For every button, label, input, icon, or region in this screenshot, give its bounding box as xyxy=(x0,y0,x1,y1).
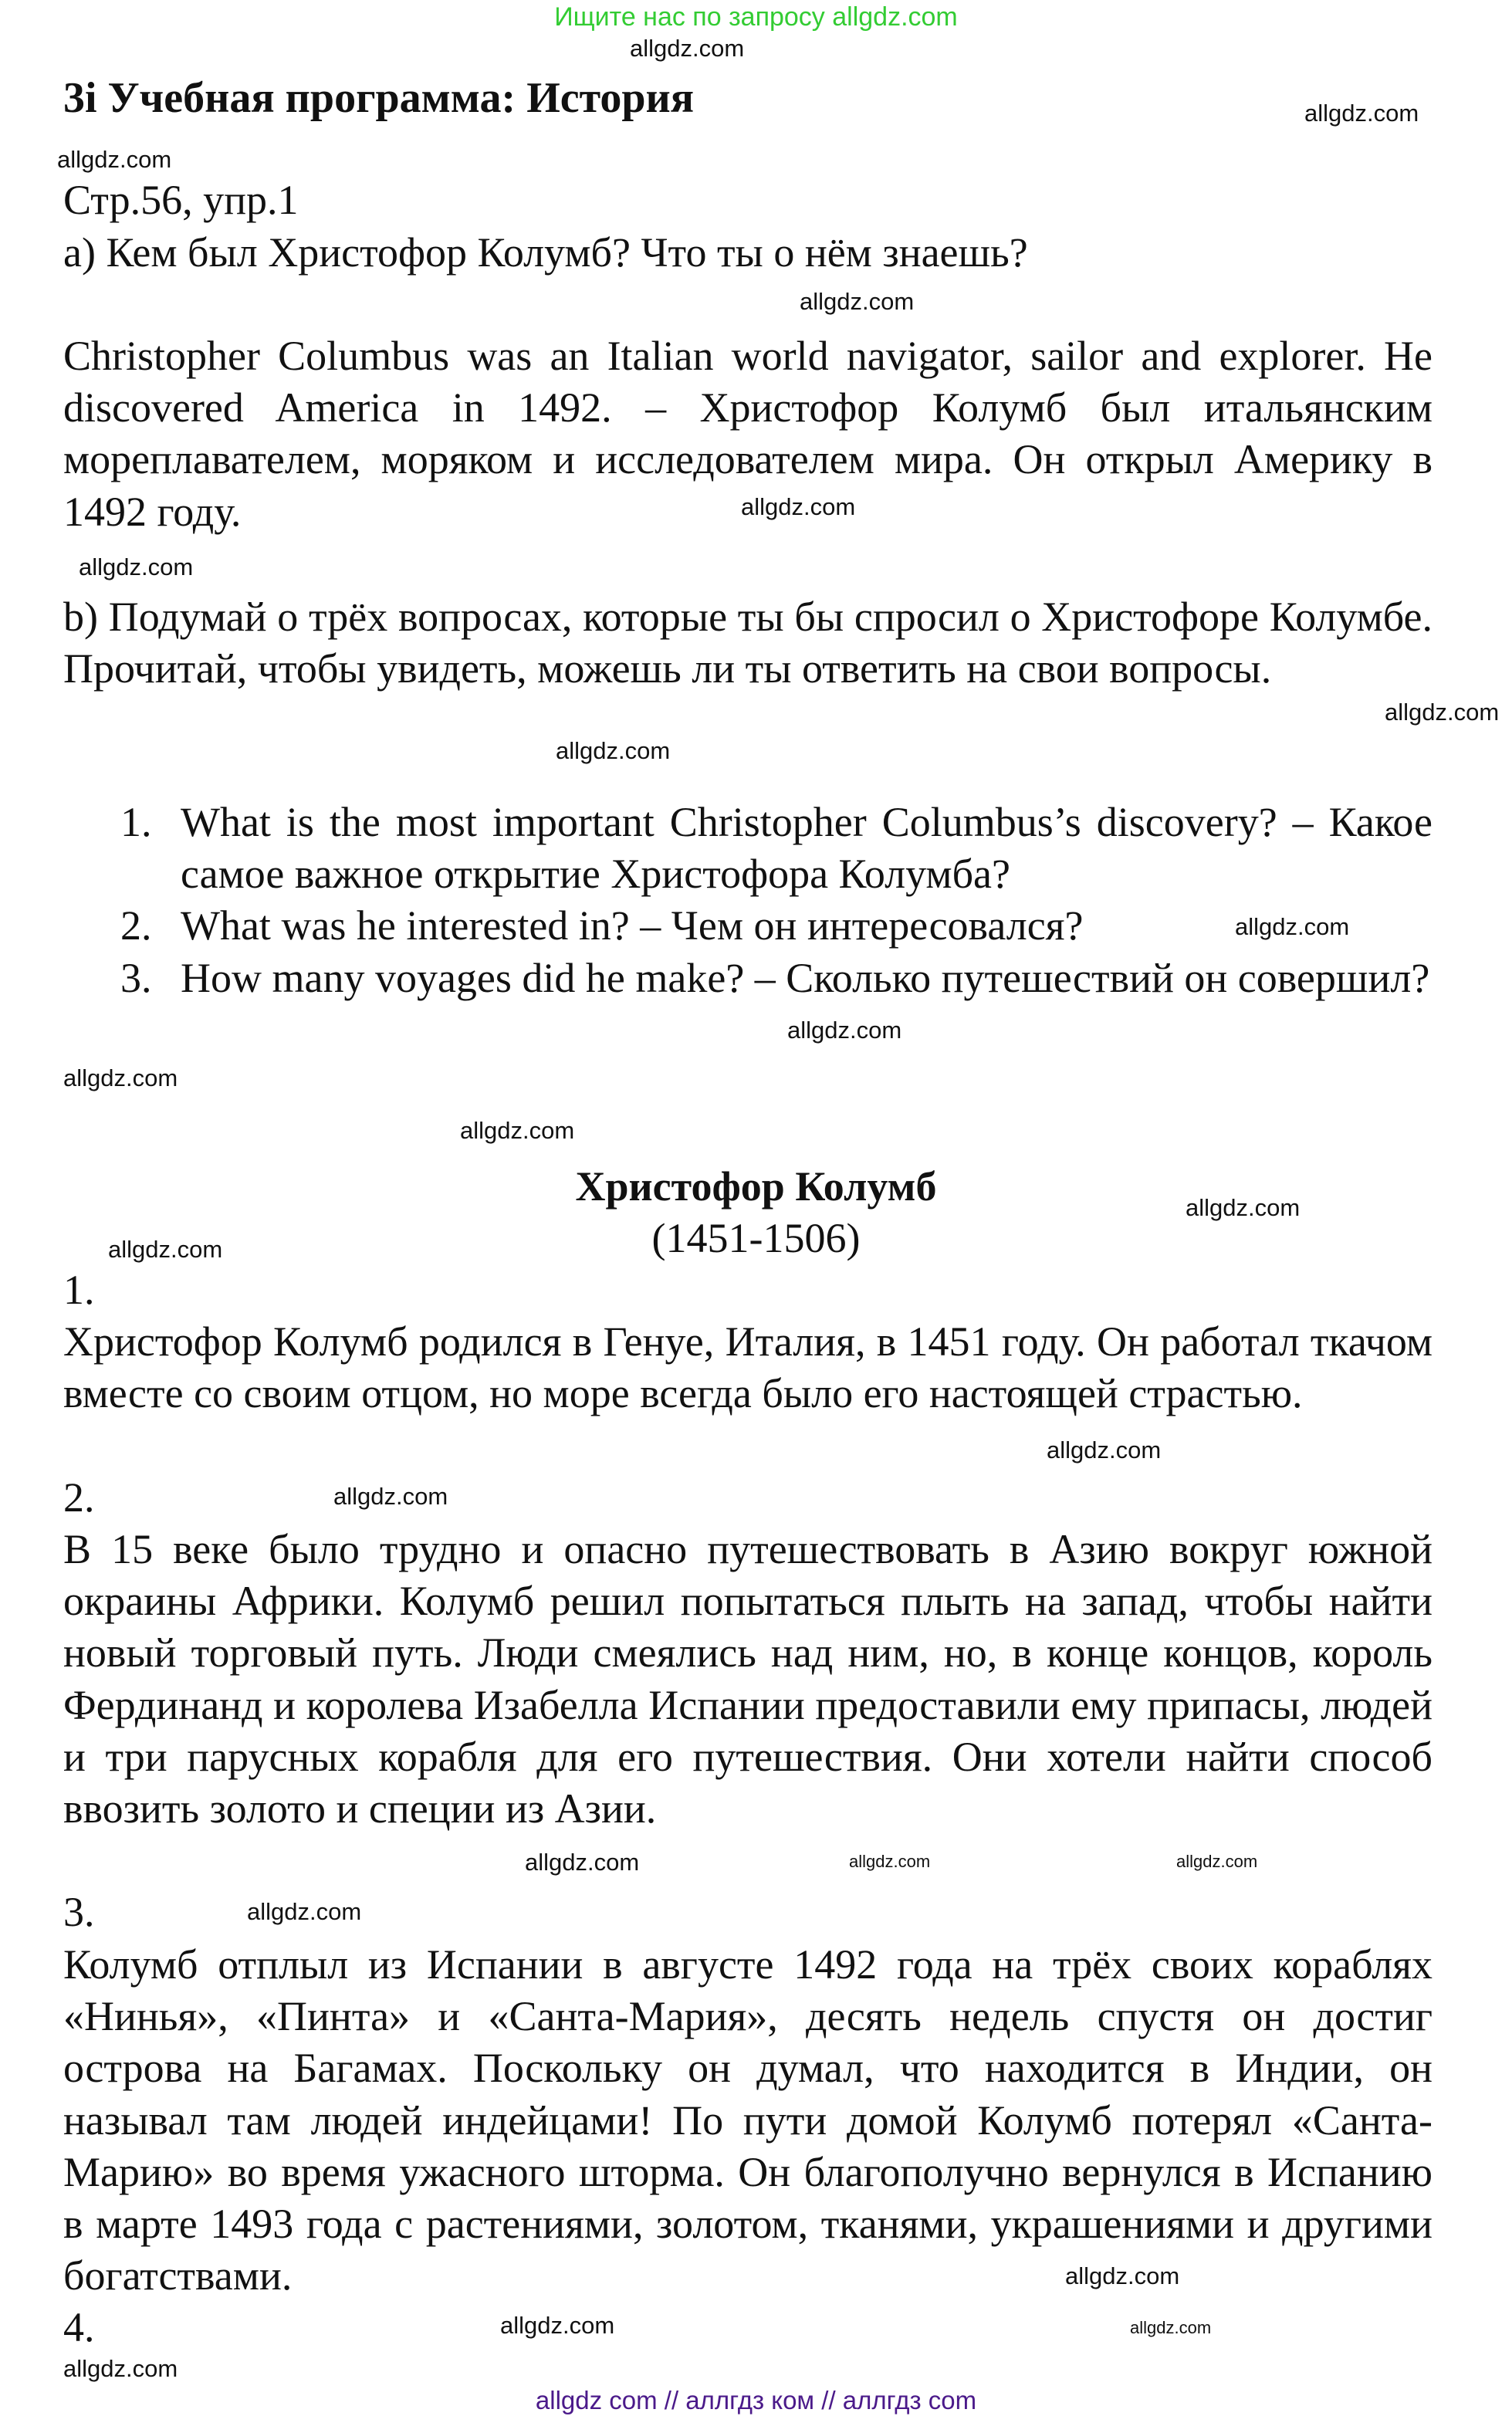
watermark: allgdz.com xyxy=(1047,1436,1162,1463)
section-number: 1. xyxy=(63,1267,95,1313)
list-number: 2. xyxy=(120,902,152,949)
article-heading: Христофор Колумб xyxy=(575,1163,937,1210)
watermark: allgdz.com xyxy=(63,2355,178,2382)
watermark: allgdz.com xyxy=(1176,1852,1258,1871)
list-number: 3. xyxy=(120,955,152,1001)
list-item xyxy=(63,953,1433,1004)
watermark: allgdz.com xyxy=(1304,100,1419,127)
watermark: allgdz.com xyxy=(525,1849,640,1876)
list-text: How many voyages did he make? – Сколько путешествий он совершил? xyxy=(181,955,1430,1001)
watermark: allgdz.com xyxy=(57,146,172,173)
watermark: allgdz.com xyxy=(460,1117,575,1144)
watermark: allgdz.com xyxy=(849,1852,931,1871)
watermark: allgdz.com xyxy=(333,1483,448,1510)
question-a: а) Кем был Христофор Колумб? Что ты о нём знаешь? xyxy=(63,229,1028,276)
watermark: allgdz.com xyxy=(787,1017,902,1044)
footer-links: allgdz com // аллгдз ком // аллгдз com xyxy=(535,2386,977,2414)
answer-a: Christopher Columbus was an Italian world navigator, sailor and explorer. He discovered America in 1492. – Христофор Колумб был итальянским мореплавателем, моряком и исследователем мира. Он открыл Америку в 1492 году. xyxy=(63,333,1433,535)
list-item xyxy=(63,797,1433,900)
section-number: 4. xyxy=(63,2304,95,2350)
watermark: allgdz.com xyxy=(741,493,856,520)
watermark: allgdz.com xyxy=(556,737,671,764)
exercise-reference: Стр.56, упр.1 xyxy=(63,177,299,223)
article-dates: (1451-1506) xyxy=(651,1215,861,1261)
watermark: allgdz.com xyxy=(1186,1194,1301,1221)
watermark: allgdz.com xyxy=(108,1236,223,1263)
question-b: b) Подумай о трёх вопросах, которые ты бы спросил о Христофоре Колумбе. Прочитай, чтобы увидеть, можешь ли ты ответить на свои вопросы. xyxy=(63,594,1433,692)
section-number: 3. xyxy=(63,1889,95,1935)
watermark: allgdz.com xyxy=(1385,699,1500,726)
list-number: 1. xyxy=(120,799,152,845)
watermark: allgdz.com xyxy=(1065,2262,1180,2289)
watermark: allgdz.com xyxy=(1130,2318,1212,2337)
search-banner: Ищите нас по запросу allgdz.com xyxy=(554,2,958,32)
watermark: allgdz.com xyxy=(63,1064,178,1091)
watermark: allgdz.com xyxy=(79,553,194,580)
section-text: В 15 веке было трудно и опасно путешествовать в Азию вокруг южной окраины Африки. Колумб решил попытаться плыть на запад, чтобы найти новый торговый путь. Люди смеялись над ним, но, в конце концов, король Фердинанд и королева Изабелла Испании предоставили ему припасы, людей и три парусных корабля для его путешествия. Они хотели найти способ ввозить золото и специи из Азии. xyxy=(63,1526,1433,1832)
watermark: allgdz.com xyxy=(800,288,915,315)
watermark: allgdz.com xyxy=(247,1898,362,1925)
list-text: What is the most important Christopher Columbus’s discovery? – Какое самое важное открытие Христофора Колумба? xyxy=(181,799,1433,898)
section-text: Колумб отплыл из Испании в августе 1492 года на трёх своих кораблях «Нинья», «Пинта» и «Санта-Мария», десять недель спустя он достиг острова на Багамах. Поскольку он думал, что находится в Индии, он называл там людей индейцами! По пути домой Колумб потерял «Санта-Марию» во время ужасного шторма. Он благополучно вернулся в Испанию в марте 1493 года с растениями, золотом, тканями, украшениями и другими богатствами. xyxy=(63,1941,1433,2299)
watermark: allgdz.com xyxy=(500,2312,615,2339)
list-text: What was he interested in? – Чем он интересовался? xyxy=(181,902,1084,949)
watermark: allgdz.com xyxy=(630,35,745,62)
section-text: Христофор Колумб родился в Генуе, Италия, в 1451 году. Он работал ткачом вместе со своим отцом, но море всегда было его настоящей страстью. xyxy=(63,1318,1433,1417)
list-item xyxy=(63,900,1433,952)
section-number: 2. xyxy=(63,1474,95,1521)
page-title: 3i Учебная программа: История xyxy=(63,74,695,122)
watermark: allgdz.com xyxy=(1235,913,1350,940)
